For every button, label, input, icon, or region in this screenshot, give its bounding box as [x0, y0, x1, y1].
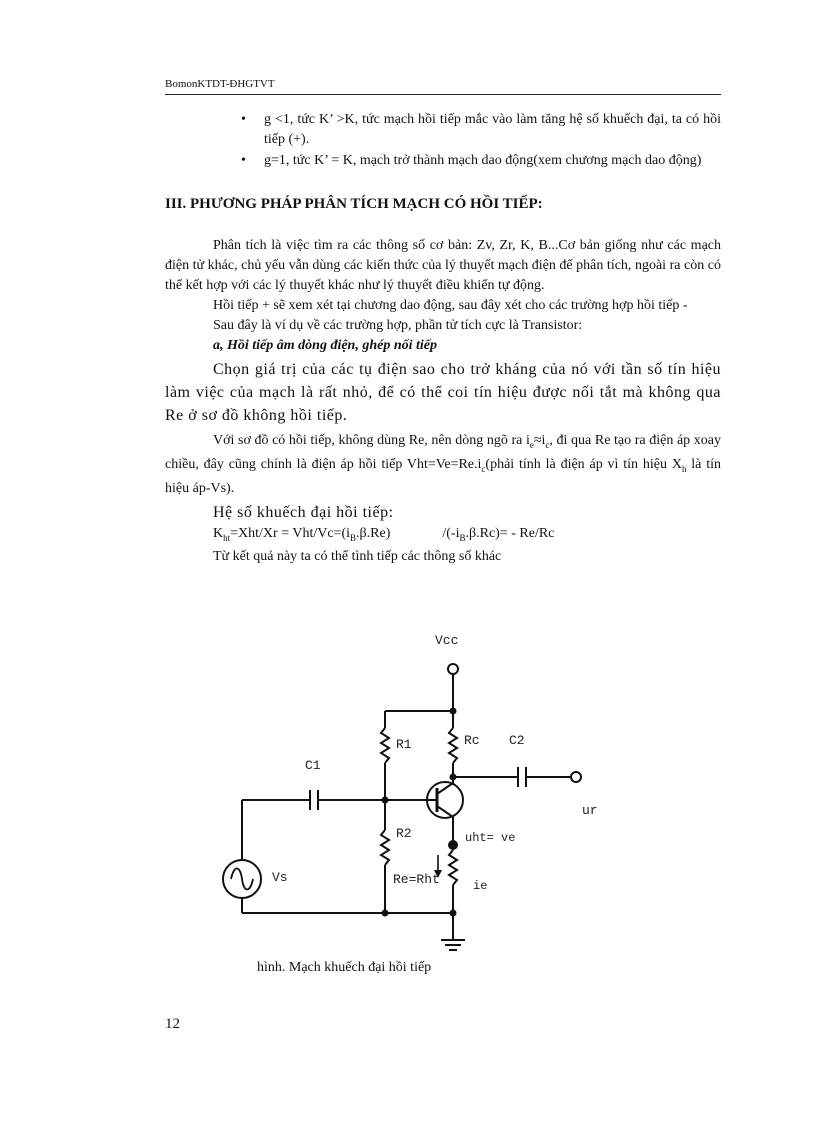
resistor-re — [449, 850, 457, 885]
vcc-terminal — [448, 664, 458, 674]
label-c2: C2 — [509, 733, 525, 748]
label-vs: Vs — [272, 870, 288, 885]
figure-caption: hình. Mạch khuếch đại hồi tiếp — [257, 960, 432, 975]
page-number: 12 — [165, 1016, 180, 1032]
gain-formula: $K_{ht}=Xht/Xr = Vht/Vc=(i_B.\beta.Re)$ $/(-i_B.\beta.Rc)= - Re/Rc$ — [213, 525, 555, 543]
page-header: BomonKTDT-ĐHGTVT — [165, 78, 721, 95]
label-ie: ie — [473, 879, 488, 893]
label-re: Re=Rht — [393, 872, 440, 887]
subsection-heading: a, Hồi tiếp âm dòng điện, ghép nối tiếp — [213, 338, 438, 353]
resistor-r2 — [381, 830, 389, 865]
paragraph-feedback-voltage: Với sơ đồ có hồi tiếp, không dùng Re, nên dòng ngõ ra $i_e\approx i_c$, đi qua Re tạo ra điện áp xoay chiều, đây cũng chính là điện áp hồi tiếp $Vht=Ve=Re.i_c(phải$ tính là điện áp vì tín hiệu $X_h$ là tín hiệu áp-Vs). — [165, 433, 722, 496]
paragraph-transistor-intro: Sau đây là ví dụ về các trường hợp, phần tử tích cực là Transistor: — [213, 318, 583, 333]
paragraph-analysis: Phân tích là việc tìm ra các thông số cơ bản: Zv, Zr, K, B...Cơ bản giống như các mạch điện tử khác, chủ yếu vẫn dùng các kiến thức của lý thuyết mạch điện để phân tích, ngoài ra còn có thể kết hợp với các lý thuyết khác như lý thuyết điều khiển tự động. — [165, 238, 721, 293]
label-uht: uht= ve — [465, 831, 516, 845]
page-content — [165, 110, 721, 567]
paragraph-capacitor-choice: Chọn giá trị của các tụ điện sao cho trở kháng của nó với tần số tín hiệu làm việc của mạch là rất nhỏ, để có thể coi tín hiệu được nối tắt mà không qua Re ở sơ đồ không hồi tiếp. — [165, 361, 721, 424]
gain-heading: Hệ số khuếch đại hồi tiếp: — [213, 503, 394, 521]
bullet-item: • g=1, tức K’ = K, mạch trở thành mạch dao động(xem chương mạch dao động) — [165, 151, 721, 171]
label-rc: Rc — [464, 733, 480, 748]
output-terminal — [571, 772, 581, 782]
section-title: III. PHƯƠNG PHÁP PHÂN TÍCH MẠCH CÓ HỒI TIẾP: — [165, 196, 543, 212]
label-vcc: Vcc — [435, 633, 459, 648]
feedback-amplifier-circuit — [200, 625, 620, 960]
label-ur: ur — [582, 803, 598, 818]
paragraph-feedback-positive: Hồi tiếp + sẽ xem xét tại chương dao động, sau đây xét cho các trường hợp hồi tiếp - — [213, 298, 688, 313]
label-r1: R1 — [396, 737, 412, 752]
resistor-r1 — [381, 728, 389, 763]
bullet-list — [165, 110, 721, 171]
label-c1: C1 — [305, 758, 321, 773]
bullet-item: • g <1, tức K’ >K, tức mạch hồi tiếp mắc vào làm tăng hệ số khuếch đại, ta có hồi tiếp (+). — [165, 110, 721, 150]
paragraph-conclusion: Từ kết quả này ta có thể tình tiếp các thông số khác — [213, 549, 502, 565]
resistor-rc — [449, 728, 457, 763]
label-r2: R2 — [396, 826, 412, 841]
